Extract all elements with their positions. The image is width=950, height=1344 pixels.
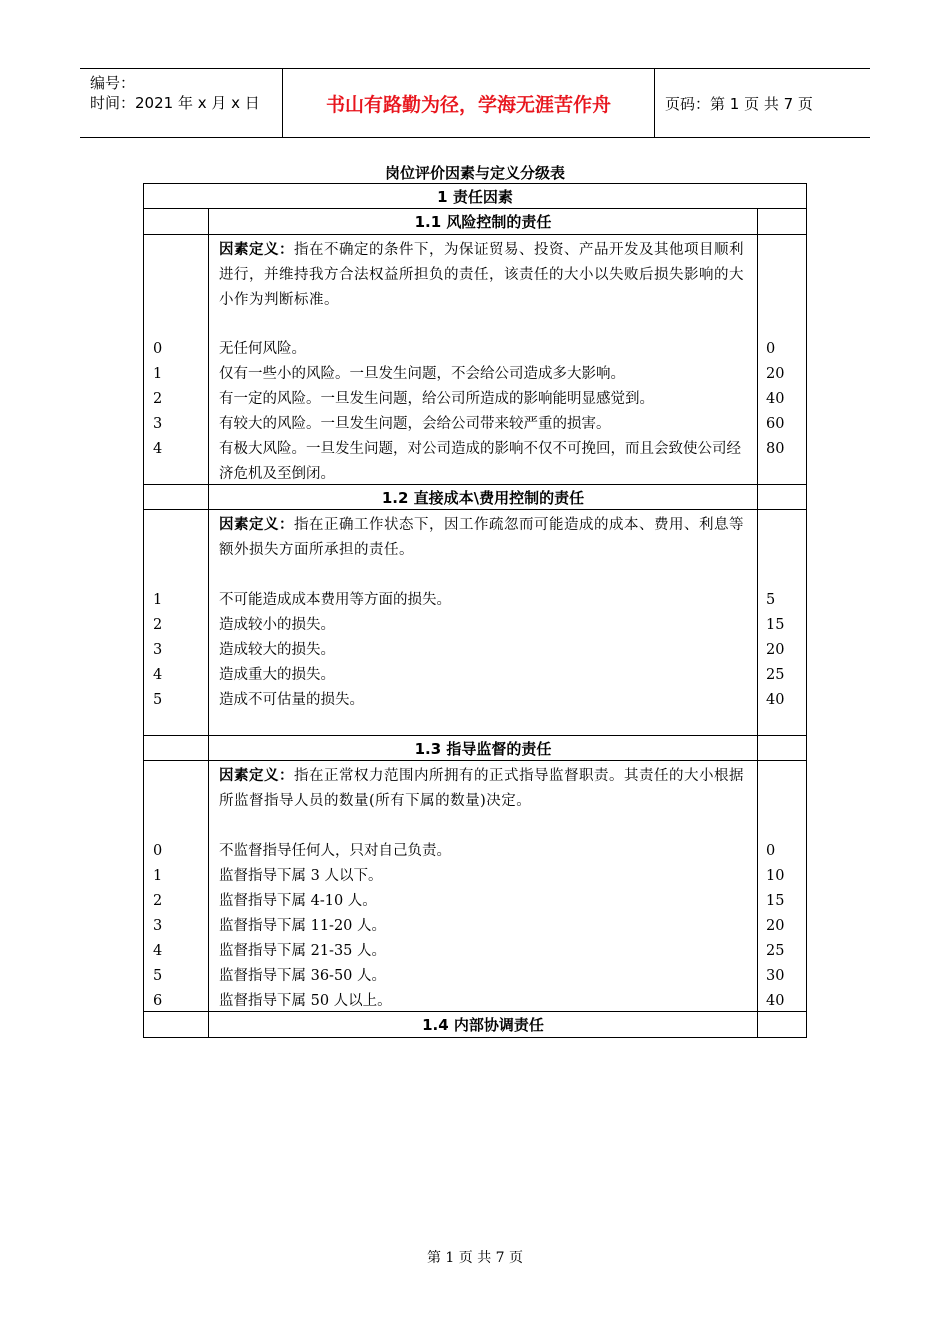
level-number: 4 xyxy=(153,943,163,959)
level-number: 1 xyxy=(153,592,163,608)
header-page-info: 页码：第 1 页 共 7 页 xyxy=(665,94,813,113)
factor-definition xyxy=(219,764,748,814)
level-number: 3 xyxy=(153,918,163,934)
document-title: 岗位评价因素与定义分级表 xyxy=(384,164,565,182)
section-heading: 1 责任因素 xyxy=(437,187,513,206)
level-description: 监督指导下属 50 人以上。 xyxy=(219,993,392,1009)
number-label: 编号： xyxy=(90,74,136,92)
level-number: 2 xyxy=(153,617,163,633)
level-description: 监督指导下属 4-10 人。 xyxy=(219,893,377,909)
level-description: 造成较大的损失。 xyxy=(219,642,335,658)
level-score: 25 xyxy=(766,943,785,959)
level-number: 0 xyxy=(153,843,163,859)
factor-body xyxy=(144,761,806,1012)
level-score: 0 xyxy=(766,843,776,859)
factor-heading: 1.2 直接成本\费用控制的责任 xyxy=(381,488,585,507)
definition-text: 指在不确定的条件下，为保证贸易、投资、产品开发及其他项目顺利进行，并维持我方合法权益所担负的责任，该责任的大小以失败后损失影响的大小作为判断标准。 xyxy=(219,242,744,308)
header-motto: 书山有路勤为径，学海无涯苦作舟 xyxy=(283,69,655,137)
level-number: 1 xyxy=(153,366,163,382)
factor-heading: 1.3 指导监督的责任 xyxy=(414,739,552,758)
level-number: 1 xyxy=(153,868,163,884)
level-description: 监督指导下属 36-50 人。 xyxy=(219,968,387,984)
level-number: 4 xyxy=(153,667,163,683)
level-description: 不监督指导任何人，只对自己负责。 xyxy=(219,843,451,859)
factor-heading-row xyxy=(144,736,806,761)
definition-label: 因素定义： xyxy=(219,242,294,258)
definition-label: 因素定义： xyxy=(219,517,294,533)
level-score: 25 xyxy=(766,667,785,683)
factor-definition xyxy=(219,238,748,313)
level-description: 造成重大的损失。 xyxy=(219,667,335,683)
level-number: 3 xyxy=(153,416,163,432)
level-score: 5 xyxy=(766,592,776,608)
factor-heading-row xyxy=(144,1012,806,1037)
level-description: 监督指导下属 11-20 人。 xyxy=(219,918,387,934)
definition-text: 指在正确工作状态下，因工作疏忽而可能造成的成本、费用、利息等额外损失方面所承担的责任。 xyxy=(219,517,744,558)
level-description: 不可能造成成本费用等方面的损失。 xyxy=(219,592,451,608)
factor-body xyxy=(144,510,806,736)
page-header xyxy=(80,68,870,138)
definition-label: 因素定义： xyxy=(219,768,294,784)
level-description: 监督指导下属 21-35 人。 xyxy=(219,943,387,959)
level-description: 有一定的风险。一旦发生问题，给公司所造成的影响能明显感觉到。 xyxy=(219,391,654,407)
factor-body xyxy=(144,235,806,485)
level-description: 有极大风险。一旦发生问题，对公司造成的影响不仅不可挽回，而且会致使公司经济危机及至倒闭。 xyxy=(219,441,741,482)
level-number: 0 xyxy=(153,341,163,357)
level-score: 20 xyxy=(766,366,785,382)
level-number: 2 xyxy=(153,893,163,909)
level-number: 3 xyxy=(153,642,163,658)
factor-heading-row xyxy=(144,209,806,235)
page-footer: 第 1 页 共 7 页 xyxy=(426,1250,524,1266)
level-score: 15 xyxy=(766,617,785,633)
factor-heading-row xyxy=(144,485,806,510)
level-number: 6 xyxy=(153,993,163,1009)
level-score: 40 xyxy=(766,692,785,708)
header-meta xyxy=(80,69,283,137)
level-score: 40 xyxy=(766,391,785,407)
definition-text: 指在正常权力范围内所拥有的正式指导监督职责。其责任的大小根据所监督指导人员的数量(所有下属的数量)决定。 xyxy=(219,768,744,809)
factor-heading: 1.4 内部协调责任 xyxy=(422,1016,544,1034)
level-score: 20 xyxy=(766,642,785,658)
level-score: 20 xyxy=(766,918,785,934)
factor-heading: 1.1 风险控制的责任 xyxy=(414,213,552,231)
level-description: 仅有一些小的风险。一旦发生问题，不会给公司造成多大影响。 xyxy=(219,366,625,382)
level-number: 5 xyxy=(153,692,163,708)
level-score: 80 xyxy=(766,441,785,457)
level-score: 40 xyxy=(766,993,785,1009)
section-row xyxy=(144,184,806,209)
level-description: 监督指导下属 3 人以下。 xyxy=(219,868,383,884)
factor-definition xyxy=(219,513,748,563)
level-score: 30 xyxy=(766,968,785,984)
level-score: 10 xyxy=(766,868,785,884)
level-score: 15 xyxy=(766,893,785,909)
level-description: 无任何风险。 xyxy=(219,341,306,357)
level-description: 造成较小的损失。 xyxy=(219,617,335,633)
level-description: 造成不可估量的损失。 xyxy=(219,692,364,708)
time-label: 时间：2021 年 x 月 x 日 xyxy=(90,94,260,112)
level-score: 0 xyxy=(766,341,776,357)
level-number: 5 xyxy=(153,968,163,984)
level-score: 60 xyxy=(766,416,785,432)
evaluation-table xyxy=(143,183,807,1038)
level-number: 4 xyxy=(153,441,163,457)
level-number: 2 xyxy=(153,391,163,407)
level-description: 有较大的风险。一旦发生问题，会给公司带来较严重的损害。 xyxy=(219,416,611,432)
